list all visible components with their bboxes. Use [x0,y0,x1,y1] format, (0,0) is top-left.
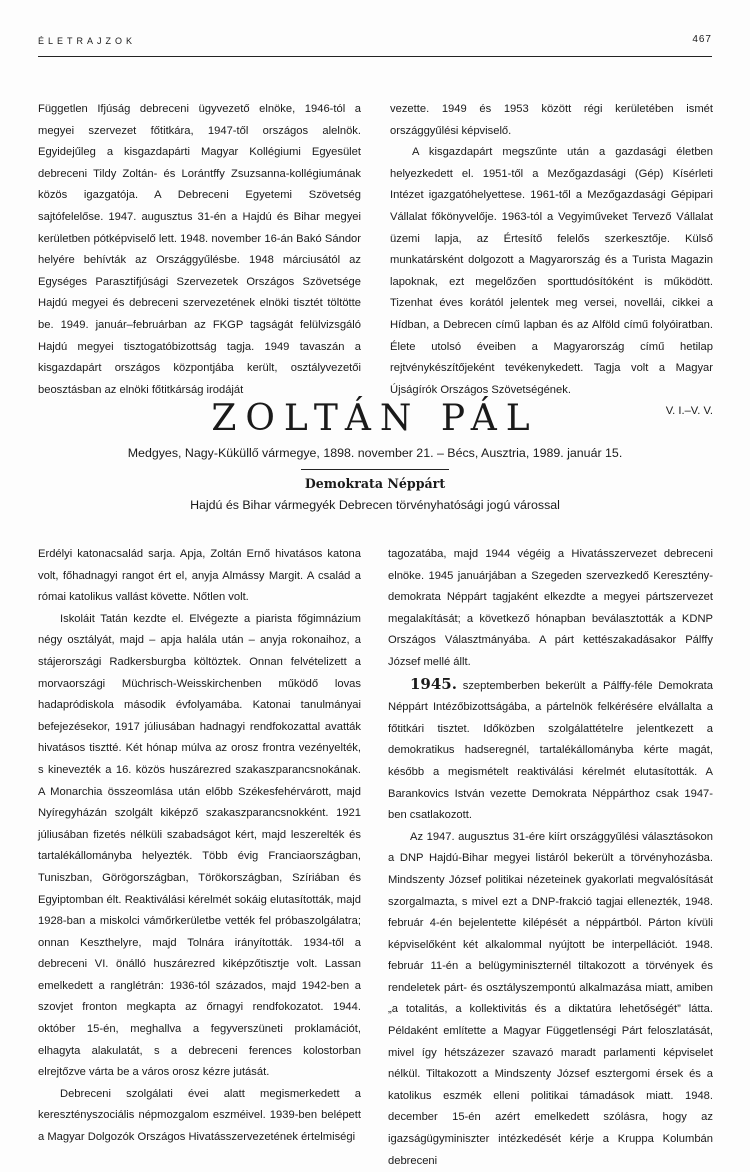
paragraph [388,674,713,827]
paragraph: Az 1947. augusztus 31-ére kiírt országgyűlési választásokon a DNP Hajdú-Bihar megyei listáról bekerült a törvényhozásba. Mindszenty József politikai nézeteinek gyakorlati megvalósítását szorgalmazta, s mivel ezt a DNP-frakció tagjai ellenezték, 1948. február 4-én bejelentette kilépését a néppártból. Párton kívüli képviselőként két alkalommal nyújtott be interpellációt. 1948. február 11-én a belügyminiszternél tiltakozott a törvények és rendeletek párt- és osztályszempontú alkalmazása miatt, amiben „a totalitás, a kollektivitás és a diktatúra lehetőségét” látta. Példaként említette a Magyar Függetlenségi Párt feloszlatását, mivel így hétszázezer szavazó maradt parlamenti képviselet nélkül. Tiltakozott a Mindszenty József esztergomi érsek és a katolikus eszmék elleni politikai támadások miatt. 1948. december 15-én azért emelkedett szólásra, hogy az igazságügyminiszter intézkedését kérje a Kruppa Kolumbán debreceni [388,830,713,1167]
running-head-section: ÉLETRAJZOK [38,36,137,46]
header-rule [38,56,712,57]
page-number: 467 [692,34,712,45]
paragraph-text: szeptemberben bekerült a Pálffy-féle Demokrata Néppárt Intézőbizottságába, a pártelnök felkérésére elvállalta a főtitkári tisztet. Időközben szolgálattételre jelentkezett a demokratikus hadseregnél, tartalékállományba kérte magát, később a megismételt reaktiválási kérelmét elutasították. A Barankovics István vezette Demokrata Néppárthoz csak 1947-ben csatlakozott. [388,679,714,822]
paragraph: Független Ifjúság debreceni ügyvezető elnöke, 1946-tól a megyei szervezet főtitkára, 1947-től országos alelnök. Egyidejűleg a kisgazdapárti Magyar Kollégiumi Egyesület debreceni Tildy Zoltán- és Lorántffy Zsuzsanna-kollégiumának közös igazgatója. A Debreceni Egyetemi Szövetség sajtófelelőse. 1947. augusztus 31-én a Hajdú és Bihar megyei kerületben pótképviselő lett. 1948. november 16-án Bakó Sándor helyére behívták az Országgyűlésbe. 1948 márciusától az Egységes Parasztifjúsági Szervezetek Országos Szövetsége Hajdú megyei és debreceni szervezetének elnöki tisztét töltötte be. 1949. január–februárban az FKGP tagságát felülvizsgáló Hajdú megyei tisztogatóbizottság tagja. 1949 tavaszán a kisgazdapárt országos központjába került, osztályvezetői beosztásban az elnöki főtitkárság irodáját [38,103,361,396]
year-marker: 1945. [410,674,457,693]
paragraph: Debreceni szolgálati évei alatt megismerkedett a keresztényszociális népmozgalom eszméivel. 1939-ben belépett a Magyar Dolgozók Országos Hivatásszervezetének értelmiségi [38,1087,361,1144]
title-rule [301,469,449,470]
party-name: Demokrata Néppárt [304,476,446,491]
paragraph: A kisgazdapárt megszűnte után a gazdasági életben helyezkedett el. 1951-től a Mezőgazdasági (Gép) Kísérleti Intézet igazgatóhelyettese. 1961-től a Mezőgazdasági Gépipari Vállalat főkönyvelője. 1963-tól a Vegyiműveket Tervező Vállalat üzemi lapja, az Értesítő felelős szerkesztője. Külső munkatársként dolgozott a Magyarország és a Turista Magazin lapoknak, ezt megelőzően sporttudósítóként is működött. Tizenhat éves korától jelentek meg versei, novellái, cikkei a Hídban, a Debrecen című lapban és az Alföld című folyóiratban. Élete utolsó éveiben a Magyarország című hetilap rejtvénykészítőjeként tevékenykedett. Tagja volt a Magyar Újságírók Országos Szövetségének. [390,146,713,396]
entry-column-2 [388,544,713,1172]
paragraph: Iskoláit Tatán kezdte el. Elvégezte a piarista főgimnázium négy osztályát, majd – apja halála után – anyja rokonaihoz, a stájerországi Radkersburgba költöztek. Onnan felvételizett a morvaországi Müchrisch-Weisskirchenben működő lovas hadapródiskola második évfolyamába. Katonai tanulmányai befejezésekor, 1917 júliusában hadnagyi rendfokozattal avatták hivatásos tisztté. Két hónap múlva az orosz frontra vezényelték, s kinevezték a 16. közös huszárezred szakaszparancsnokának. A Monarchia összeomlása után előbb Székesfehérvárott, majd Nyíregyházán szolgált kiképző szakaszparancsnokként. 1921 júliusában fizetés nélküli szabadságot kért, majd leszerelték és tartalékállományba helyezték. Több évig Franciaországban, Tuniszban, Görögországban, Törökországban, Szíriában és Egyiptomban élt. Reaktiválási kérelmét sokáig elutasították, majd 1928-ban a miskolci vámőrkerületbe vették fel próbaszolgálatra; onnan Keszthelyre, majd Tolnára irányították. 1934-től a debreceni VI. önálló huszárezred kiképzőtisztje volt. Lassan emelkedett a ranglétrán: 1936-tól százados, majd 1942-ben a szovjet fronton megkapta az őrnagyi rendfokozatot. 1944. október 15-én, meghallva a fegyverszüneti proklamációt, elhagyta alakulatát, s a debreceni ferences kolostorban elrejtőzve várta be a város orosz kézre jutását. [38,612,361,1079]
previous-entry-column-2 [390,99,713,423]
paragraph: vezette. 1949 és 1953 között régi kerületében ismét országgyűlési képviselő. [390,103,713,137]
author-signature: V. I.–V. V. [665,405,713,418]
electoral-district: Hajdú és Bihar vármegyék Debrecen törvényhatósági jogú várossal [190,498,560,512]
paragraph: tagozatába, majd 1944 végéig a Hivatásszervezet debreceni elnöke. 1945 januárjában a Szegeden szervezkedő Kereszténydemokrata Néppárt tagjaként elkezdte a megyei pártszervezet megalakítását; a következő hónapban beválasztották a KDNP Országos Választmányába. A párt kettészakadásakor Pálffy József mellé állt. [388,548,713,668]
paragraph: Erdélyi katonacsalád sarja. Apja, Zoltán Ernő hivatásos katona volt, főhadnagyi rangot ért el, anyja Almássy Margit. A család a római katolikus vallást követte. Nőtlen volt. [38,548,361,604]
entry-column-1 [38,544,361,1149]
birth-death-line: Medgyes, Nagy-Küküllő vármegye, 1898. november 21. – Bécs, Ausztria, 1989. január 15. [127,446,623,460]
entry-title: ZOLTÁN PÁL [211,398,539,439]
previous-entry-column-1 [38,99,361,401]
